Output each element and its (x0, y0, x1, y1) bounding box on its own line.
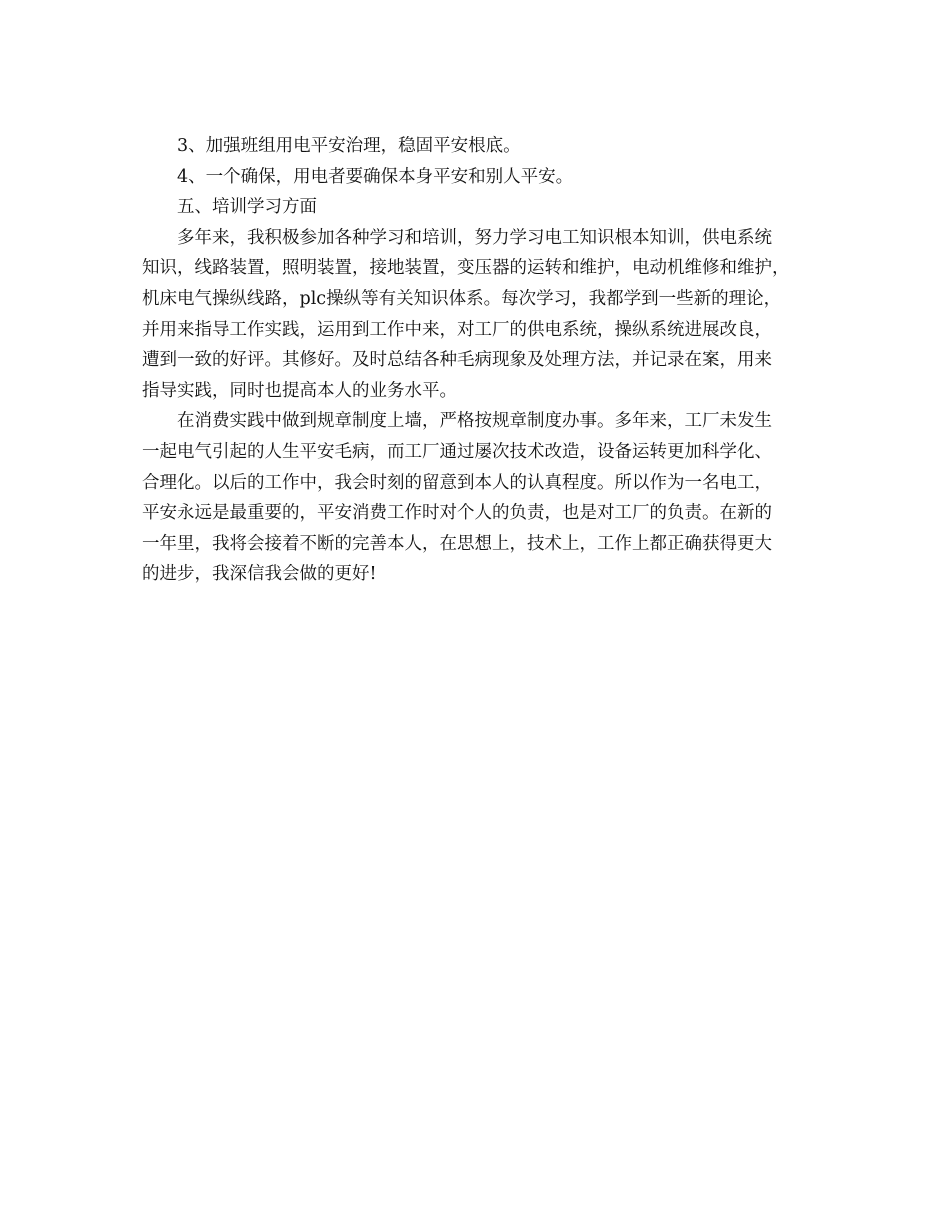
paragraph-2-line-6: 的进步，我深信我会做的更好! (142, 564, 377, 585)
document-body (142, 131, 832, 590)
paragraph-2-line-4: 平安永远是最重要的，平安消费工作时对个人的负责，也是对工厂的负责。在新的 (142, 503, 772, 524)
paragraph-1-line-5: 遭到一致的好评。其修好。及时总结各种毛病现象及处理方法，并记录在案，用来 (142, 350, 772, 371)
paragraph-2-line-3: 合理化。以后的工作中，我会时刻的留意到本人的认真程度。所以作为一名电工， (142, 472, 772, 493)
text-line-2: 4、一个确保，用电者要确保本身平安和别人平安。 (177, 166, 574, 187)
paragraph-2-line-2: 一起电气引起的人生平安毛病，而工厂通过屡次技术改造，设备运转更加科学化、 (142, 441, 772, 462)
section-heading: 五、培训学习方面 (177, 197, 317, 218)
text-line-1: 3、加强班组用电平安治理，稳固平安根底。 (177, 136, 521, 156)
paragraph-1-line-1: 多年来，我积极参加各种学习和培训，努力学习电工知识根本知训，供电系统 (177, 227, 772, 248)
paragraph-1-line-4: 并用来指导工作实践，运用到工作中来，对工厂的供电系统，操纵系统进展改良， (142, 319, 772, 340)
paragraph-2-line-1: 在消费实践中做到规章制度上墙，严格按规章制度办事。多年来，工厂未发生 (177, 411, 772, 432)
paragraph-1-line-3: 机床电气操纵线路，plc操纵等有关知识体系。每次学习，我都学到一些新的理论， (142, 288, 782, 309)
paragraph-2-line-5: 一年里，我将会接着不断的完善本人，在思想上，技术上，工作上都正确获得更大 (142, 533, 772, 554)
paragraph-1-line-6: 指导实践，同时也提高本人的业务水平。 (142, 380, 457, 401)
paragraph-1-line-2: 知识，线路装置，照明装置，接地装置，变压器的运转和维护，电动机维修和维护， (142, 258, 790, 279)
